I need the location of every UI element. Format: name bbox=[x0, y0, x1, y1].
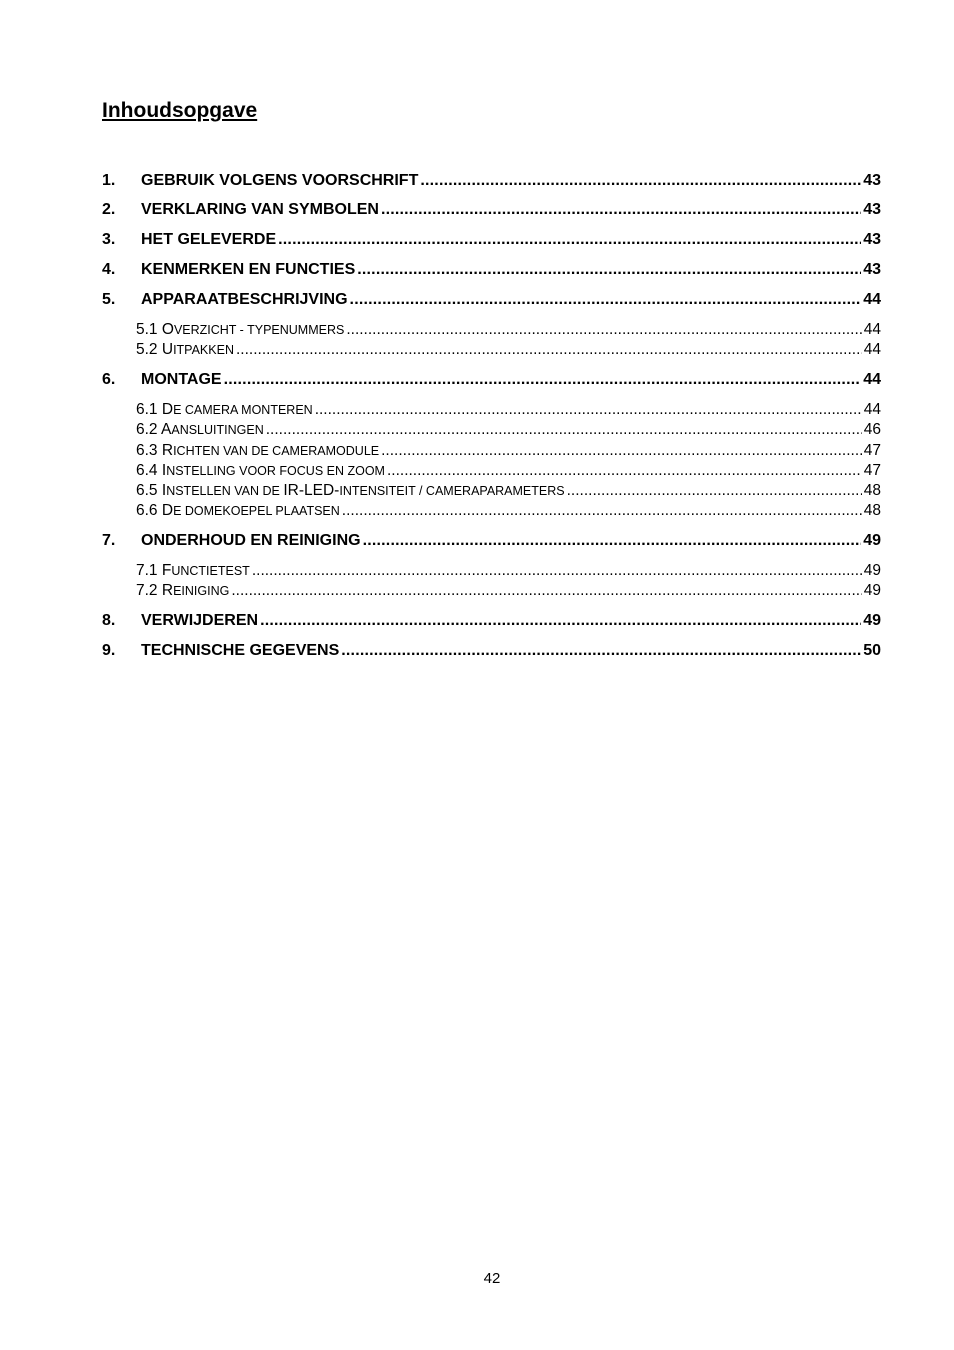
toc-entry-6-1[interactable] bbox=[102, 401, 881, 419]
toc-label: 6.2 AANSLUITINGEN bbox=[136, 421, 264, 438]
dot-leader bbox=[381, 442, 862, 460]
toc-entry-7-2[interactable] bbox=[102, 582, 881, 600]
toc-page: 43 bbox=[863, 201, 881, 218]
dot-leader bbox=[342, 502, 862, 520]
toc-entry-5[interactable] bbox=[102, 291, 881, 309]
dot-leader bbox=[381, 201, 861, 219]
dot-leader bbox=[350, 291, 862, 309]
toc-label: VERWIJDEREN bbox=[141, 612, 259, 629]
toc-page: 49 bbox=[863, 562, 881, 579]
toc-entry-1[interactable] bbox=[102, 172, 881, 190]
toc-entry-2[interactable] bbox=[102, 201, 881, 219]
dot-leader bbox=[420, 172, 861, 190]
toc-entry-3[interactable] bbox=[102, 231, 881, 249]
toc-page: 43 bbox=[863, 231, 881, 248]
toc-number: 4. bbox=[102, 261, 116, 278]
toc-label: MONTAGE bbox=[141, 371, 222, 388]
toc-page: 44 bbox=[863, 401, 881, 418]
toc-page: 44 bbox=[863, 321, 881, 338]
toc-entry-5-1[interactable] bbox=[102, 321, 881, 339]
page-title: Inhoudsopgave bbox=[102, 99, 258, 122]
toc-label: 7.2 REINIGING bbox=[136, 582, 230, 599]
toc-label: 6.5 INSTELLEN VAN DE IR-LED-INTENSITEIT / CAMERAPARAMETERS bbox=[136, 482, 565, 499]
toc-entry-5-2[interactable] bbox=[102, 341, 881, 359]
dot-leader bbox=[567, 482, 862, 500]
toc-entry-6-2[interactable] bbox=[102, 421, 881, 439]
dot-leader bbox=[315, 401, 862, 419]
dot-leader bbox=[387, 462, 862, 480]
toc-number: 3. bbox=[102, 231, 116, 248]
toc-label: GEBRUIK VOLGENS VOORSCHRIFT bbox=[141, 172, 419, 189]
toc-number: 6. bbox=[102, 371, 116, 388]
toc-label: APPARAATBESCHRIJVING bbox=[141, 291, 348, 308]
page-number: 42 bbox=[483, 1270, 501, 1287]
toc-page: 44 bbox=[863, 341, 881, 358]
toc-number: 1. bbox=[102, 172, 116, 189]
toc-entry-4[interactable] bbox=[102, 261, 881, 279]
toc-page: 44 bbox=[863, 291, 881, 308]
toc-entry-6-4[interactable] bbox=[102, 462, 881, 480]
toc-page: 49 bbox=[863, 532, 881, 549]
toc-page: 46 bbox=[863, 421, 881, 438]
dot-leader bbox=[346, 321, 861, 339]
dot-leader bbox=[260, 612, 861, 630]
toc-entry-8[interactable] bbox=[102, 612, 881, 630]
toc-entry-6-6[interactable] bbox=[102, 502, 881, 520]
toc-page: 49 bbox=[863, 582, 881, 599]
toc-number: 9. bbox=[102, 642, 116, 659]
toc-number: 8. bbox=[102, 612, 116, 629]
toc-label: ONDERHOUD EN REINIGING bbox=[141, 532, 361, 549]
dot-leader bbox=[363, 532, 862, 550]
dot-leader bbox=[224, 371, 862, 389]
toc-entry-9[interactable] bbox=[102, 642, 881, 660]
dot-leader bbox=[231, 582, 861, 600]
toc-entry-6[interactable] bbox=[102, 371, 881, 389]
toc-label: VERKLARING VAN SYMBOLEN bbox=[141, 201, 379, 218]
toc-label: HET GELEVERDE bbox=[141, 231, 277, 248]
toc-label: 6.4 INSTELLING VOOR FOCUS EN ZOOM bbox=[136, 462, 385, 479]
dot-leader bbox=[252, 562, 862, 580]
toc-number: 5. bbox=[102, 291, 116, 308]
toc-page: 47 bbox=[863, 462, 881, 479]
toc-label: 6.6 DE DOMEKOEPEL PLAATSEN bbox=[136, 502, 340, 519]
toc-label: 5.2 UITPAKKEN bbox=[136, 341, 234, 358]
dot-leader bbox=[341, 642, 861, 660]
toc-label: TECHNISCHE GEGEVENS bbox=[141, 642, 340, 659]
toc-page: 49 bbox=[863, 612, 881, 629]
toc-label: 6.1 DE CAMERA MONTEREN bbox=[136, 401, 313, 418]
toc-page: 47 bbox=[863, 442, 881, 459]
toc-page: 50 bbox=[863, 642, 881, 659]
dot-leader bbox=[278, 231, 861, 249]
dot-leader bbox=[236, 341, 862, 359]
toc-label: 6.3 RICHTEN VAN DE CAMERAMODULE bbox=[136, 442, 380, 459]
dot-leader bbox=[266, 421, 862, 439]
dot-leader bbox=[357, 261, 861, 279]
toc-page: 44 bbox=[863, 371, 881, 388]
toc-entry-6-3[interactable] bbox=[102, 442, 881, 460]
page-footer bbox=[0, 1270, 954, 1287]
toc-page: 43 bbox=[863, 172, 881, 189]
toc-number: 7. bbox=[102, 532, 116, 549]
toc-number: 2. bbox=[102, 201, 116, 218]
toc-entry-7-1[interactable] bbox=[102, 562, 881, 580]
toc-label: 7.1 FUNCTIETEST bbox=[136, 562, 250, 579]
toc-page: 43 bbox=[863, 261, 881, 278]
toc-page: 48 bbox=[863, 482, 881, 499]
toc-page: 48 bbox=[863, 502, 881, 519]
toc-entry-6-5[interactable] bbox=[102, 482, 881, 500]
toc-entry-7[interactable] bbox=[102, 532, 881, 550]
toc-label: 5.1 OVERZICHT - TYPENUMMERS bbox=[136, 321, 345, 338]
toc-label: KENMERKEN EN FUNCTIES bbox=[141, 261, 356, 278]
